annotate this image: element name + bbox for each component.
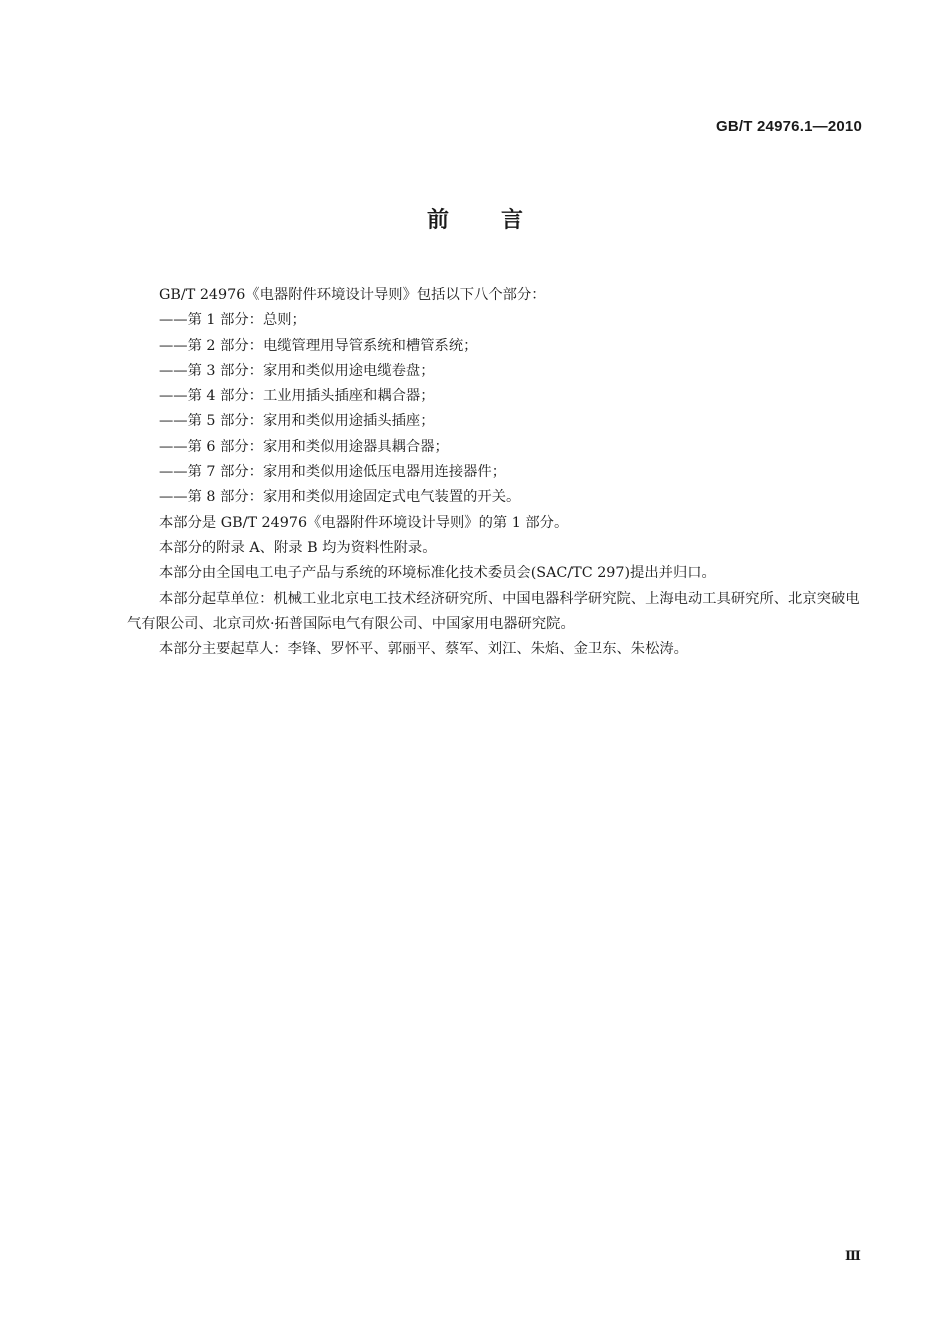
part-list-item: ——第 5 部分：家用和类似用途插头插座； xyxy=(159,413,435,430)
part-list-item: ——第 4 部分：工业用插头插座和耦合器； xyxy=(159,388,435,405)
standard-code: GB/T 24976.1—2010 xyxy=(716,118,862,135)
part-list-item: ——第 8 部分：家用和类似用途固定式电气装置的开关。 xyxy=(159,489,521,506)
title-char-2: 言 xyxy=(501,208,524,233)
foreword-body xyxy=(127,283,872,662)
part-list-item: ——第 3 部分：家用和类似用途电缆卷盘； xyxy=(159,362,435,379)
part-statement-paragraph: 本部分是 GB/T 24976《电器附件环境设计导则》的第 1 部分。 xyxy=(159,514,569,531)
proposer-paragraph: 本部分由全国电工电子产品与系统的环境标准化技术委员会(SAC/TC 297)提出并归口。 xyxy=(159,565,716,582)
part-list-item: ——第 2 部分：电缆管理用导管系统和槽管系统； xyxy=(159,337,478,354)
part-list-item: ——第 7 部分：家用和类似用途低压电器用连接器件； xyxy=(159,464,507,481)
page-title xyxy=(0,203,950,234)
drafting-units-paragraph: 本部分起草单位：机械工业北京电工技术经济研究所、中国电器科学研究院、上海电动工具研究所、北京突破电气有限公司、北京司炊·拓普国际电气有限公司、中国家用电器研究院。 xyxy=(127,590,860,632)
page-number: Ⅲ xyxy=(845,1248,861,1263)
drafters-paragraph: 本部分主要起草人：李锋、罗怀平、郭丽平、蔡军、刘江、朱焰、金卫东、朱松涛。 xyxy=(159,641,688,658)
part-list-item: ——第 1 部分：总则； xyxy=(159,312,306,329)
intro-paragraph: GB/T 24976《电器附件环境设计导则》包括以下八个部分： xyxy=(159,287,546,303)
part-list-item: ——第 6 部分：家用和类似用途器具耦合器； xyxy=(159,438,449,455)
title-char-1: 前 xyxy=(426,208,449,233)
annex-paragraph: 本部分的附录 A、附录 B 均为资料性附录。 xyxy=(159,539,437,556)
